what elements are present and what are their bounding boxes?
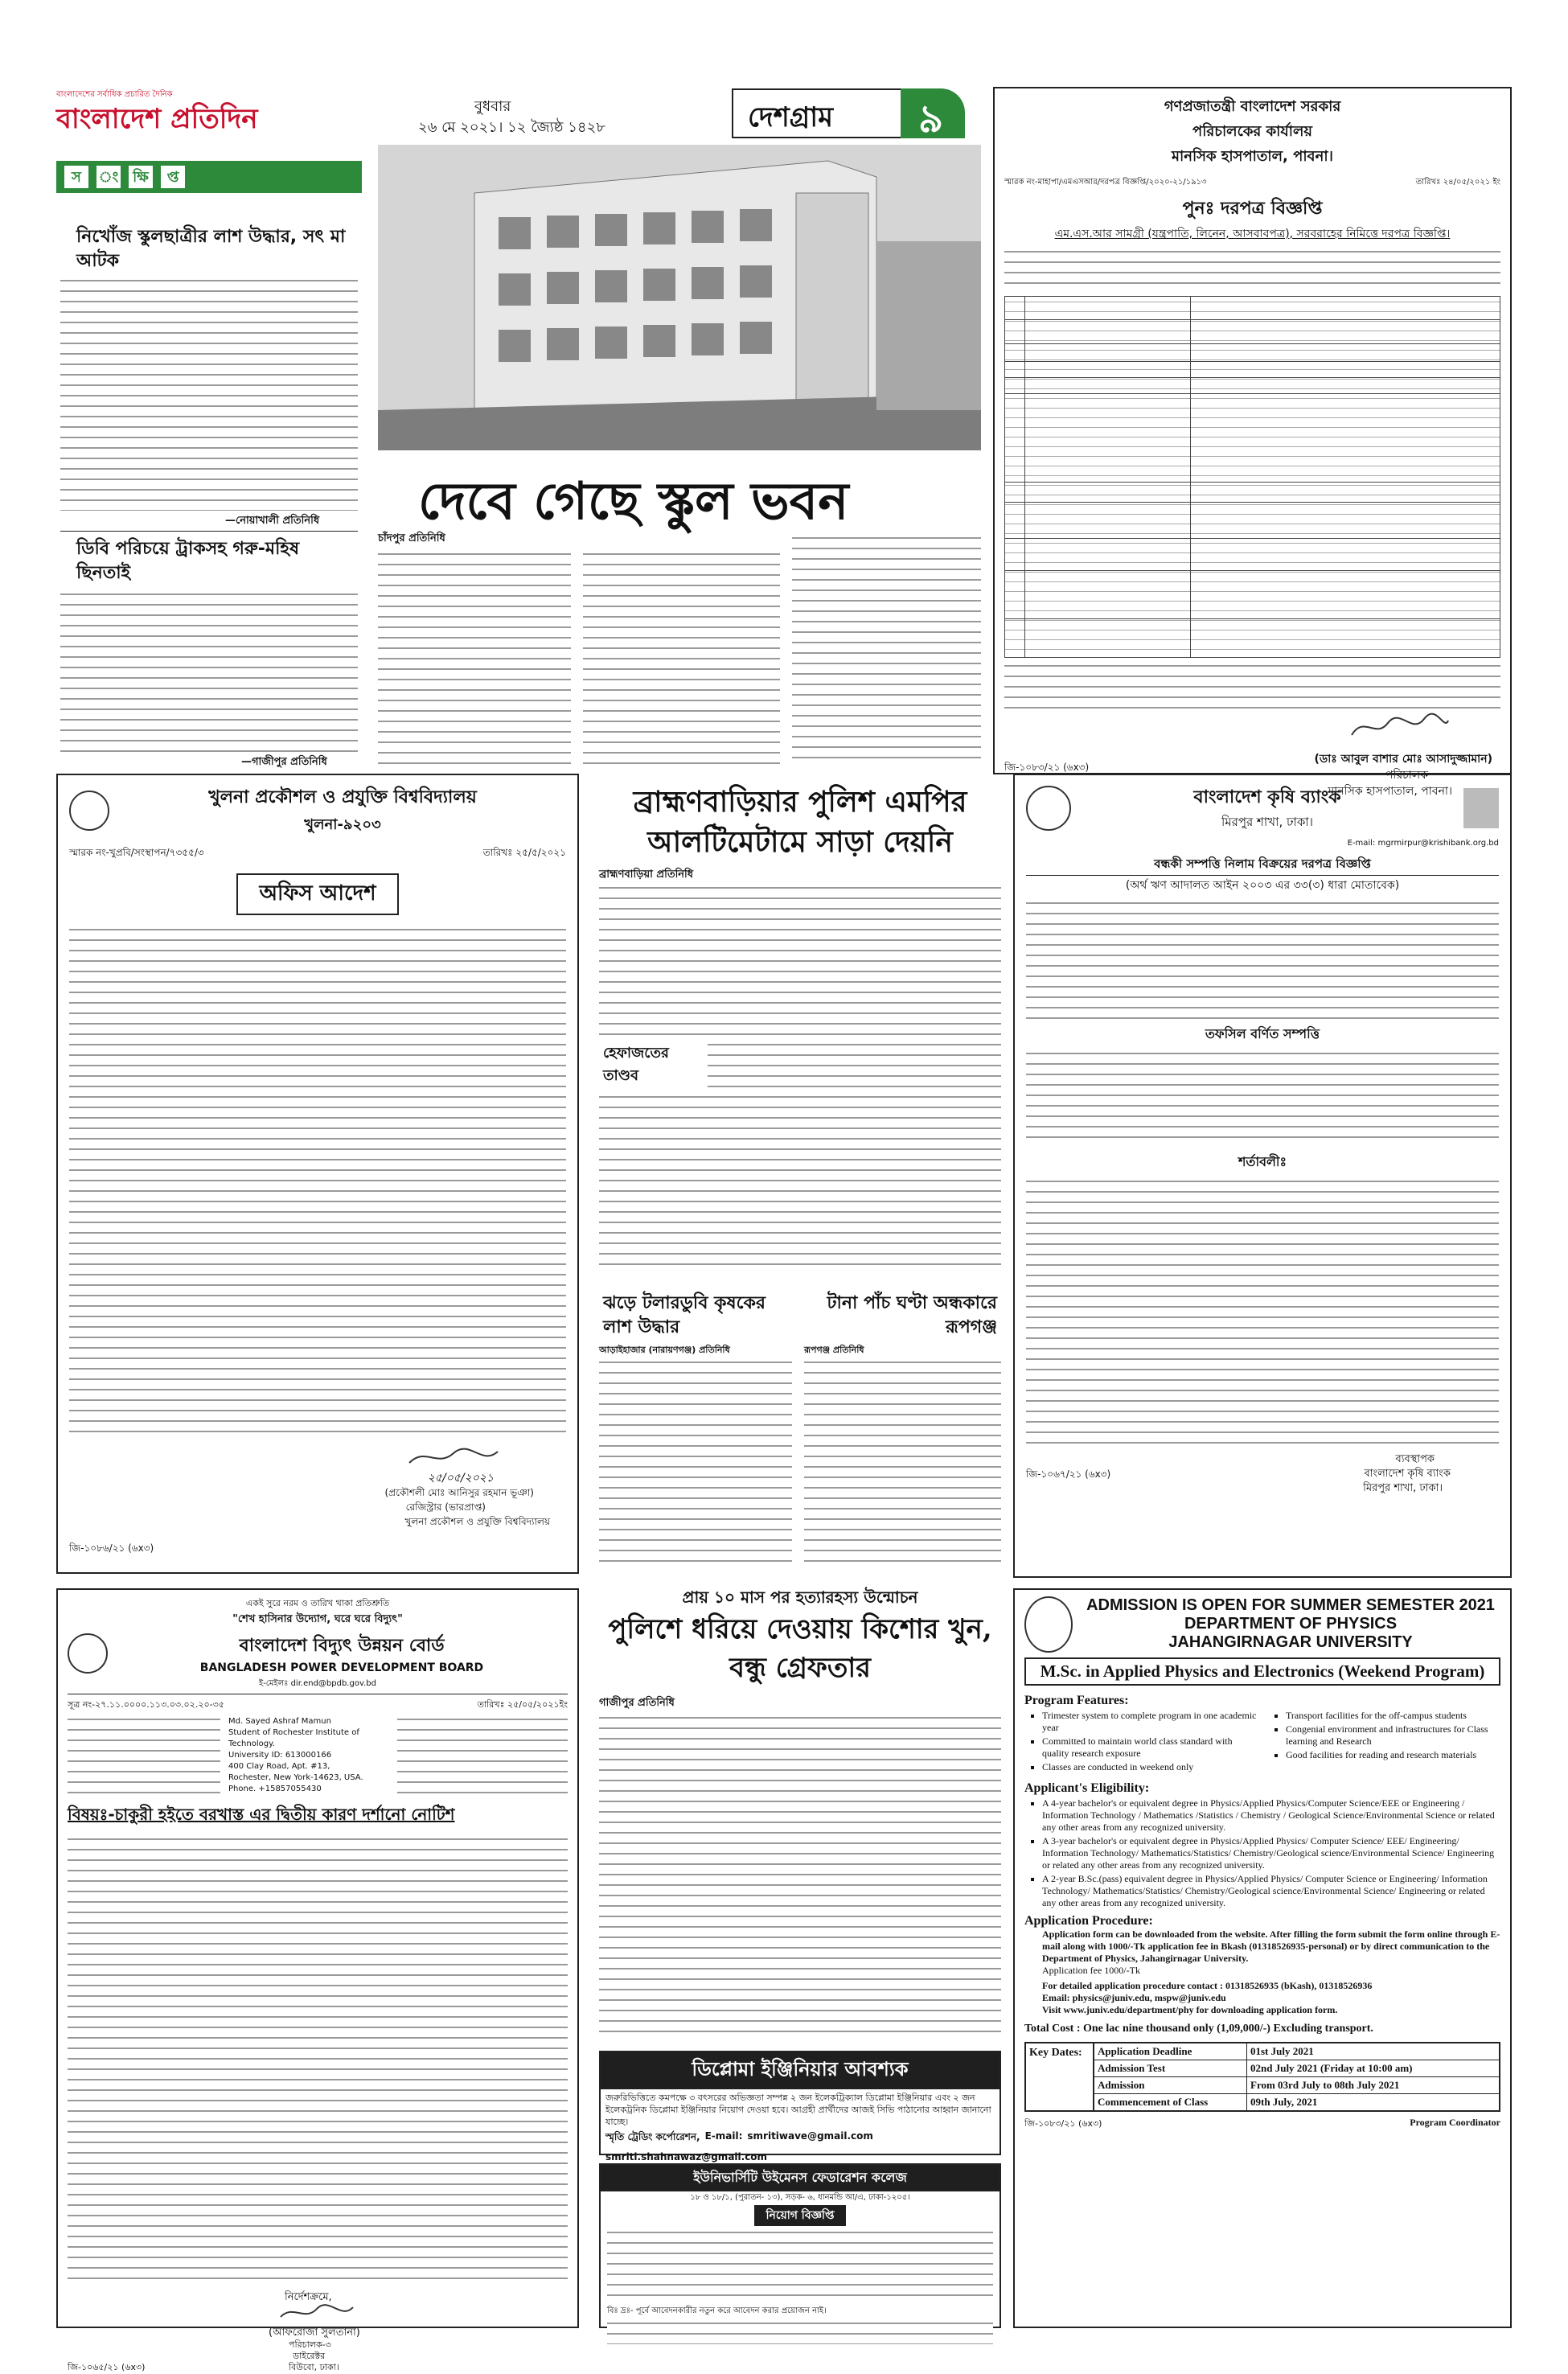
tender-heading: পুনঃ দরপত্র বিজ্ঞপ্তি <box>1182 199 1323 219</box>
murder-headline: পুলিশে ধরিয়ে দেওয়ায় কিশোর খুন, বন্ধু গ্রেফতার <box>608 1613 992 1684</box>
signer-title-2: ডাইরেক্টর <box>293 2351 326 2361</box>
recruitment-body <box>607 2229 993 2302</box>
portrait <box>1463 788 1499 828</box>
auction-heading: বন্ধকী সম্পত্তি নিলাম বিক্রয়ের দরপত্র বিজ্ঞপ্তি <box>1026 855 1499 876</box>
brief-letter: প্ত <box>161 166 185 188</box>
email-label: E-mail: <box>704 2130 743 2142</box>
bpdb-title-bn: বাংলাদেশ বিদ্যুৎ উন্নয়ন বোর্ড <box>239 1636 445 1656</box>
lead-byline: চাঁদপুর প্রতিনিধি <box>378 532 445 544</box>
key-date-row <box>1094 2094 1499 2110</box>
brahmanbaria-body-right <box>708 1041 1001 1090</box>
lead-column-3 <box>792 535 981 764</box>
hospital-title-2: পরিচালকের কার্যালয় <box>1192 123 1313 140</box>
addressee-line: 400 Clay Road, Apt. #13, <box>228 1762 330 1771</box>
feature-item: ▪ Trimester system to complete program in one academic year <box>1042 1710 1257 1734</box>
contact-details: For detailed application procedure contact : 01318526935 (bKash), 01318526936 <box>1042 1980 1373 1991</box>
office-order-body <box>69 926 566 1441</box>
key-date-value: 02nd July 2021 (Friday at 10:00 am) <box>1250 2062 1413 2074</box>
memo-date: তারিখঃ ২৪/০৫/২০২১ ইং <box>1415 178 1500 187</box>
signer-office: মানসিক হাসপাতাল, পাবনা। <box>1328 785 1452 798</box>
eligibility-item: ▪ A 4-year bachelor's or equivalent degree in Physics/Applied Physics/Computer Science/EEE or Engineering / Information Technology / Mathematics /Statistics / Chemistry / Geological Science/Environmental Science or related any other areas from any recognized university. <box>1042 1797 1500 1834</box>
signer-title: ব্যবস্থাপক <box>1395 1453 1435 1465</box>
day-label: বুধবার <box>474 98 511 115</box>
kuet-logo <box>69 791 109 831</box>
ad-ref: জি-১০৬৭/২১ (৬x৩) <box>1026 1468 1111 1480</box>
kuet-office-order-ad <box>56 774 579 1574</box>
key-dates-box <box>1024 2042 1500 2112</box>
diploma-title: ডিপ্লোমা ইঞ্জিনিয়ার আবশ্যক <box>601 2052 999 2089</box>
key-date-label: Admission Test <box>1094 2060 1247 2076</box>
bank-branch: মিরপুর শাখা, ঢাকা। <box>1221 815 1314 829</box>
womens-college-ad <box>599 2163 1001 2328</box>
memo-number: স্মারক নং-খুপ্রবি/সংস্থাপন/৭৩৫৫/৩ <box>69 847 204 858</box>
brief-header <box>56 161 362 193</box>
lead-headline: দেবে গেছে স্কুল ভবন <box>418 471 849 532</box>
storm-byline: আড়াইহাজার (নারায়ণগঞ্জ) প্রতিনিধি <box>599 1345 730 1355</box>
hospital-title-3: মানসিক হাসপাতাল, পাবনা। <box>1172 148 1333 165</box>
brief-letter: স <box>64 166 88 188</box>
bank-title: বাংলাদেশ কৃষি ব্যাংক <box>1193 787 1341 807</box>
brief-story-1-body <box>60 277 358 511</box>
addressee-line: Phone. +15857055430 <box>228 1785 322 1793</box>
brief-story-2-body <box>60 591 358 752</box>
feature-item: ▪ Transport facilities for the off-campus students <box>1286 1710 1500 1722</box>
notice-title: বিষয়ঃ-চাকুরী হইতে বরখাস্ত এর দ্বিতীয় কারণ দর্শানো নোটিশ <box>68 1805 455 1824</box>
key-date-row <box>1094 2043 1499 2060</box>
college-address: ১৮ ও ১৮/১, (পুরাতন- ১৩), সড়ক- ৬, ধানমন্ডি আ/এ, ঢাকা-১২০৫। <box>690 2193 910 2202</box>
procedure-title: Application Procedure: <box>1024 1914 1153 1928</box>
signer-name: (প্রকৌশলী মোঃ আনিসুর রহমান ভূঞা) <box>384 1487 534 1498</box>
addressee-line: University ID: 613000166 <box>228 1751 332 1760</box>
feature-item: ▪ Good facilities for reading and research materials <box>1286 1749 1500 1761</box>
tender-subheading: এম.এস.আর সামগ্রী (যন্ত্রপাতি, লিনেন, আসবাবপত্র), সরবরাহের নিমিত্তে দরপত্র বিজ্ঞপ্তি। <box>1054 228 1451 240</box>
krishi-bank-auction-ad <box>1013 774 1512 1578</box>
key-date-value: 01st July 2021 <box>1250 2045 1314 2057</box>
brief-letter: ং <box>96 166 121 188</box>
brahmanbaria-body-bottom <box>599 1094 1001 1271</box>
auction-subheading: (অর্থ ঋণ আদালত আইন ২০০৩ এর ৩৩(৩) ধারা মোতাবেক) <box>1125 879 1400 892</box>
diploma-engineer-ad <box>599 2051 1001 2162</box>
memo-number: সূত্র নং-২৭.১১.০০০০.১১৩.০৩.০২.২০-৩৫ <box>68 1699 224 1710</box>
memo-number: স্মারক নং-মাহাপা/এমএসআর/দরপত্র বিজ্ঞপ্তি/২০২০-২১/১৯১৩ <box>1004 178 1207 187</box>
signer-office: খুলনা প্রকৌশল ও প্রযুক্তি বিশ্ববিদ্যালয় <box>404 1516 550 1527</box>
key-date-value: 09th July, 2021 <box>1250 2096 1318 2108</box>
storm-headline: ঝড়ে টলারডুবি কৃষকের লাশ উদ্ধার <box>603 1292 766 1337</box>
storm-body <box>599 1359 792 1568</box>
college-title: ইউনিভার্সিটি উইমেনস ফেডারেশন কলেজ <box>601 2165 999 2191</box>
bpdb-logo <box>68 1633 108 1674</box>
memo-date: তারিখঃ ২৫/৫/২০২১ <box>482 847 566 858</box>
recruitment-heading: নিয়োগ বিজ্ঞপ্তি <box>754 2205 845 2226</box>
feature-item: ▪ Classes are conducted in weekend only <box>1042 1761 1257 1773</box>
email-address-2[interactable]: smriti.shahnawaz@gmail.com <box>605 2151 768 2162</box>
email-address-1[interactable]: smritiwave@gmail.com <box>747 2130 873 2142</box>
building-illustration <box>378 145 981 450</box>
signature <box>277 2302 357 2327</box>
key-date-label: Admission <box>1094 2077 1247 2093</box>
brief-story-1-title: নিখোঁজ স্কুলছাত্রীর লাশ উদ্ধার, সৎ মা আটক <box>76 227 346 271</box>
key-date-label: Commencement of Class <box>1094 2094 1247 2110</box>
office-order-label: অফিস আদেশ <box>236 873 398 915</box>
memo-date: তারিখঃ ২৫/০৫/২০২১ইং <box>477 1699 568 1710</box>
key-date-value: From 03rd July to 08th July 2021 <box>1250 2079 1400 2091</box>
signature <box>1348 711 1452 743</box>
signer-title: পরিচালক-৩ <box>289 2339 331 2350</box>
blackout-byline: রূপগঞ্জ প্রতিনিধি <box>804 1345 864 1355</box>
recruitment-signature <box>607 2320 993 2344</box>
features-right-list <box>1286 1710 1500 1775</box>
bank-email: E-mail: mgrmirpur@krishibank.org.bd <box>1347 839 1499 848</box>
feature-item: ▪ Congenial environment and infrastructures for Class learning and Research <box>1286 1723 1500 1748</box>
bpdb-title-en: BANGLADESH POWER DEVELOPMENT BOARD <box>199 1661 484 1674</box>
signer-name: (ডাঃ আবুল বাশার মোঃ আসাদুজ্জামান) <box>1314 753 1492 766</box>
brief-story-1-byline: —নোয়াখালী প্রতিনিধি <box>225 515 320 527</box>
application-fee: Application fee 1000/-Tk <box>1042 1965 1140 1976</box>
procedure-text: Application form can be downloaded from the website. After filling the form submit the form online through E-mail along with 1000/-Tk application fee in Bkash (01318526935-personal) or by direct communication to the Department of Physics, Jahangirnagar University. <box>1042 1928 1500 1964</box>
murder-kicker: প্রায় ১০ মাস পর হত্যারহস্য উন্মোচন <box>682 1587 918 1607</box>
brief-story-2-byline: —গাজীপুর প্রতিনিধি <box>241 756 327 768</box>
date-label: ২৬ মে ২০২১। ১২ জ্যৈষ্ঠ ১৪২৮ <box>418 119 605 136</box>
bpdb-email: ই-মেইলঃ dir.end@bpdb.gov.bd <box>68 1678 568 1694</box>
tender-table <box>1004 296 1500 658</box>
ju-logo <box>1024 1596 1073 1653</box>
addressee-line: Rochester, New York-14623, USA. <box>228 1773 363 1782</box>
ad-ref: জি-১০৮৩/২১ (৬x৩) <box>1024 2118 1102 2129</box>
brahmanbaria-subhead: হেফাজতের তাণ্ডব <box>603 1045 669 1084</box>
admission-line-2: DEPARTMENT OF PHYSICS <box>1184 1615 1398 1633</box>
brahmanbaria-headline: ব্রাহ্মণবাড়িয়ার পুলিশ এমপির আলটিমেটামে সাড়া দেয়নি <box>633 785 967 859</box>
ju-admission-ad <box>1013 1588 1512 2328</box>
notice-body <box>68 1836 568 2286</box>
signer-name: (আফরোজা সুলতানা) <box>269 2327 360 2339</box>
key-date-label: Application Deadline <box>1094 2043 1247 2060</box>
tender-intro <box>1004 248 1500 293</box>
eligibility-title: Applicant's Eligibility: <box>1024 1781 1150 1795</box>
addressee-name: Md. Sayed Ashraf Mamun <box>228 1717 331 1726</box>
brief-letter: ক্ষি <box>129 166 153 188</box>
bpdb-tagline-1: একই সুরে নরম ও তারিখ থাকা প্রতিশ্রুতি <box>245 1598 390 1608</box>
section-title: দেশগ্রাম <box>748 101 833 133</box>
masthead <box>56 88 965 145</box>
conditions-title: শর্তাবলীঃ <box>1238 1154 1287 1169</box>
signer-title: রেজিস্ট্রার (ভারপ্রাপ্ত) <box>405 1501 486 1513</box>
key-date-row <box>1094 2060 1499 2077</box>
divider <box>60 531 358 532</box>
murder-body <box>599 1715 1001 2036</box>
key-date-row <box>1094 2077 1499 2094</box>
addressee-en <box>228 1716 389 1797</box>
recruitment-footer: বিঃ দ্রঃ- পূর্বে আবেদনকারীর নতুন করে আবেদন করার প্রয়োজন নাই। <box>607 2306 827 2315</box>
eligibility-item: ▪ A 2-year B.Sc.(pass) equivalent degree in Physics/Applied Physics/ Computer Science or Engineering/ Information Technology/ Mathematics/Statistics/ Chemistry/Geological science/Environmental Science/ Engineering or related any other areas from any recognized university. <box>1042 1873 1500 1909</box>
logo-tagline: বাংলাদেশের সর্বাধিক প্রচারিত দৈনিক <box>56 90 173 99</box>
sign-date: ২৫/০৫/২০২১ <box>427 1472 494 1485</box>
ad-ref: জি-১০৬৫/২১ (৬x৩) <box>68 2362 146 2372</box>
addressee-bn <box>68 1716 220 1797</box>
brahmanbaria-byline: ব্রাহ্মণবাড়িয়া প্রতিনিধি <box>599 869 694 881</box>
schedule-body <box>1026 1050 1499 1147</box>
signer-title: পরিচালক <box>1385 769 1428 782</box>
diploma-body: জরুরিভিত্তিতে কমপক্ষে ৩ বৎসরের অভিজ্ঞতা সম্পন্ন ২ জন ইলেকট্রিক্যাল ডিপ্লোমা ইঞ্জিনিয়ার এবং ২ জন ইলেকট্রনিক ডিপ্লোমা ইঞ্জিনিয়ার নিয়োগ দেওয়া হবে। আগ্রহী প্রার্থীদের আজই সিভি পাঠানোর আহ্বান জানানো যাচ্ছে। <box>605 2093 991 2127</box>
website-link[interactable]: Visit www.juniv.edu/department/phy for downloading application form. <box>1042 2004 1338 2015</box>
addressee-permanent <box>397 1716 568 1797</box>
features-left-list <box>1042 1710 1257 1775</box>
signer-branch: মিরপুর শাখা, ঢাকা। <box>1363 1482 1443 1494</box>
kuet-subtitle: খুলনা-৯২০৩ <box>304 816 381 833</box>
murder-byline: গাজীপুর প্রতিনিধি <box>599 1697 675 1709</box>
feature-item: ▪ Committed to maintain world class standard with quality research exposure <box>1042 1735 1257 1760</box>
blackout-body <box>804 1359 1001 1568</box>
conditions-body <box>1026 1178 1499 1444</box>
eligibility-item: ▪ A 3-year bachelor's or equivalent degree in Physics/Applied Physics/ Computer Science/ EEE/ Engineering/ Information Technology/ Mathematics/Statistics/ Chemistry/Geological science/Environmental Science/ Engineering or related any other areas from any recognized university. <box>1042 1835 1500 1871</box>
brief-story-2-title: ডিবি পরিচয়ে ট্রাকসহ গরু-মহিষ ছিনতাই <box>76 539 300 583</box>
schedule-title: তফসিল বর্ণিত সম্পত্তি <box>1205 1026 1320 1041</box>
krishi-bank-logo <box>1026 786 1071 831</box>
lead-column-2 <box>583 551 780 764</box>
admission-line-1: ADMISSION IS OPEN FOR SUMMER SEMESTER 2021 <box>1086 1596 1495 1614</box>
school-building-photo <box>378 145 981 450</box>
sign-off: নির্দেশক্রমে, <box>285 2291 332 2303</box>
brahmanbaria-body-top <box>599 885 1001 1041</box>
program-coordinator: Program Coordinator <box>1410 2117 1500 2128</box>
tender-footer-text <box>1004 663 1500 711</box>
page-number: ৯ <box>918 97 944 142</box>
blackout-headline: টানা পাঁচ ঘণ্টা অন্ধকারে রূপগঞ্জ <box>827 1292 997 1337</box>
signer-office: বিউবো, ঢাকা। <box>289 2362 339 2372</box>
lead-column-1 <box>378 551 571 764</box>
addressee-line: Student of Rochester Institute of Technology. <box>228 1728 359 1748</box>
bpdb-notice-ad <box>56 1588 579 2372</box>
program-title: M.Sc. in Applied Physics and Electronics (Weekend Program) <box>1024 1657 1500 1686</box>
newspaper-logo: বাংলাদেশ প্রতিদিন <box>56 103 258 135</box>
ad-ref: জি-১০৮৩/২১ (৬x৩) <box>1004 762 1090 773</box>
key-dates-label: Key Dates: <box>1026 2043 1094 2110</box>
kuet-title: খুলনা প্রকৌশল ও প্রযুক্তি বিশ্ববিদ্যালয় <box>208 787 477 807</box>
auction-intro <box>1026 900 1499 1021</box>
hospital-title-1: গণপ্রজাতন্ত্রী বাংলাদেশ সরকার <box>1164 98 1341 115</box>
contact-email[interactable]: Email: physics@juniv.edu, mspw@juniv.edu <box>1042 1992 1226 2003</box>
admission-line-3: JAHANGIRNAGAR UNIVERSITY <box>1168 1633 1413 1651</box>
features-title: Program Features: <box>1024 1694 1129 1707</box>
eligibility-list <box>1042 1797 1500 1909</box>
total-cost: Total Cost : One lac nine thousand only (1,09,000/-) Excluding transport. <box>1024 2023 1373 2035</box>
signer-bank: বাংলাদেশ কৃষি ব্যাংক <box>1364 1468 1451 1480</box>
company-name: স্মৃতি ট্রেডিং কর্পোরেশন, <box>605 2131 700 2142</box>
ad-ref: জি-১০৮৬/২১ (৬x৩) <box>69 1542 154 1554</box>
bpdb-tagline-2: "শেখ হাসিনার উদ্যোগ, ঘরে ঘরে বিদ্যুৎ" <box>232 1613 403 1625</box>
